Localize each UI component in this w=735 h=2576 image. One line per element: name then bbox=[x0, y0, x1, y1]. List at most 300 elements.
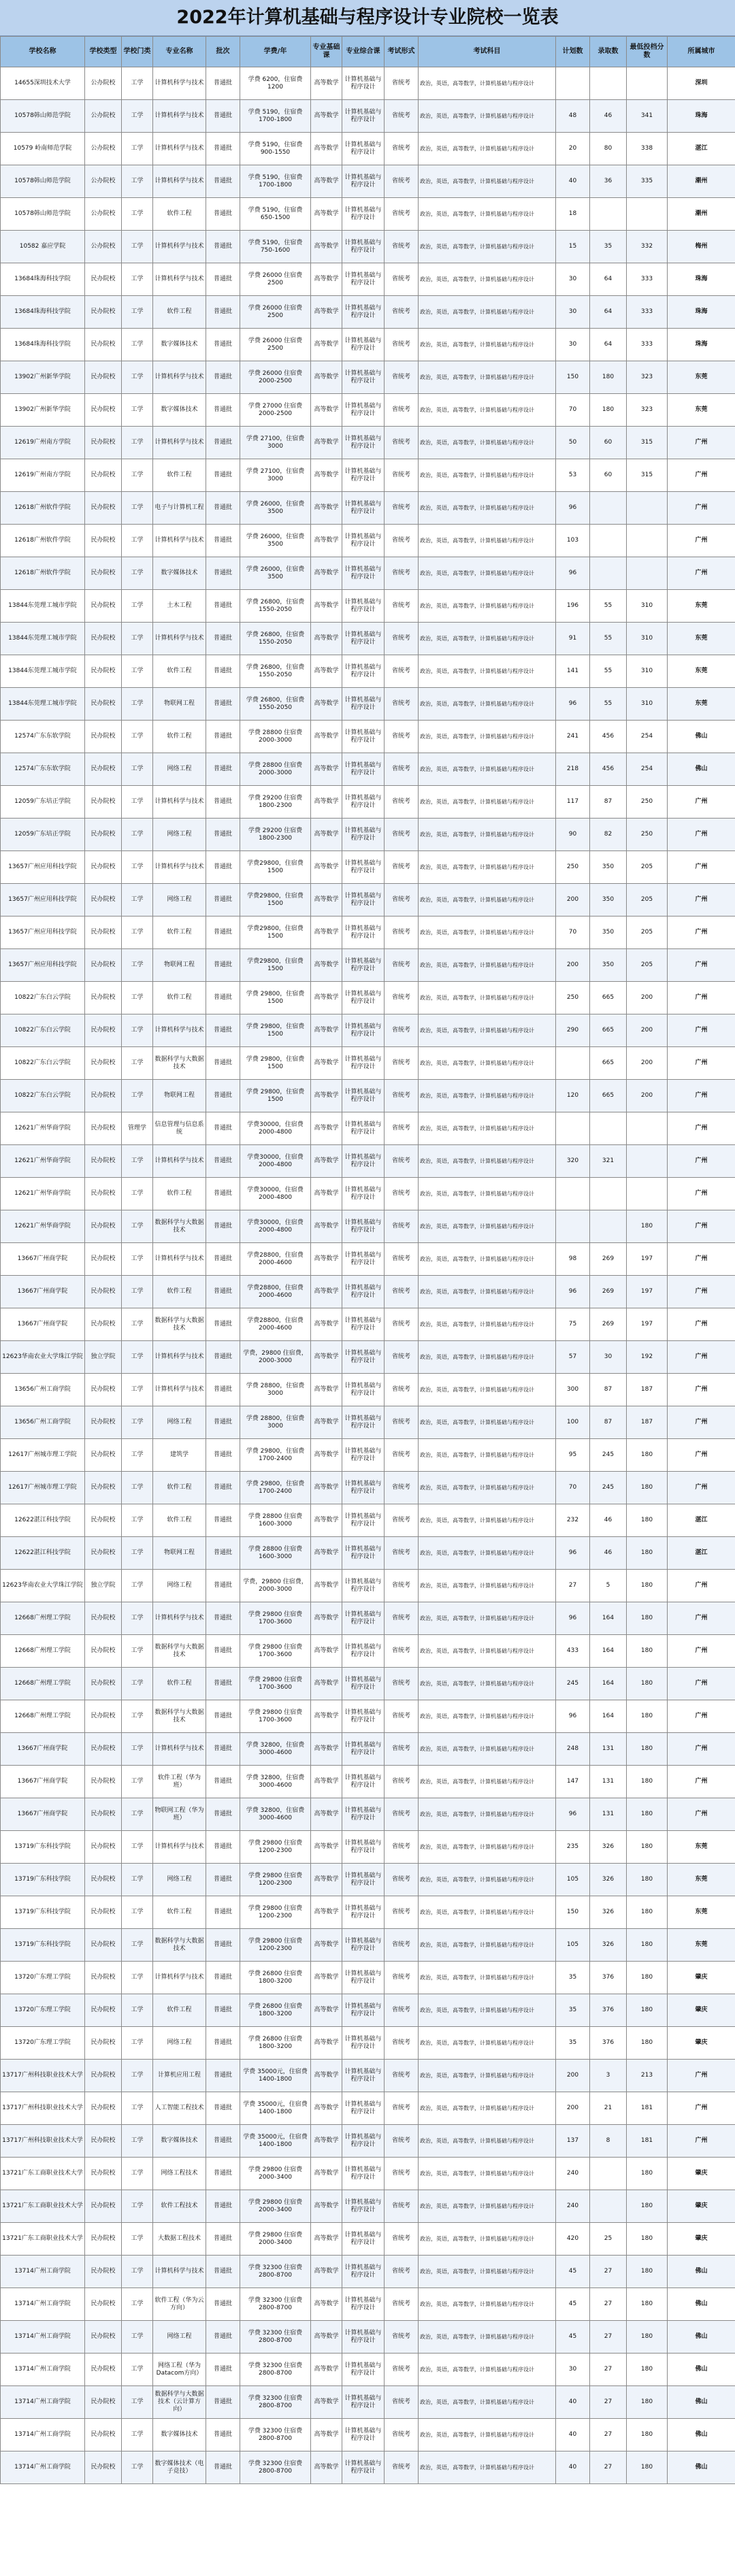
city-cell: 潮州 bbox=[668, 198, 735, 231]
min-score-cell: 333 bbox=[627, 329, 668, 361]
major-cell: 计算机科学与技术 bbox=[153, 263, 206, 296]
basic-course-cell: 高等数学 bbox=[311, 2321, 342, 2354]
tuition-cell: 学费 29800，住宿费 1500 bbox=[240, 982, 311, 1014]
plan-count-cell: 45 bbox=[556, 2321, 590, 2354]
col-basic-course: 专业基础课 bbox=[311, 37, 342, 67]
discipline-cell: 工学 bbox=[122, 1831, 153, 1864]
city-cell: 东莞 bbox=[668, 1864, 735, 1896]
min-score-cell: 180 bbox=[627, 2027, 668, 2060]
exam-subjects-cell: 政治，英语，高等数学，计算机基础与程序设计 bbox=[419, 1602, 556, 1635]
comprehensive-course-cell: 计算机基础与程序设计 bbox=[342, 100, 385, 133]
table-row bbox=[1, 1472, 735, 1504]
plan-count-cell: 300 bbox=[556, 1374, 590, 1406]
school-type-cell: 民办院校 bbox=[85, 1635, 122, 1668]
basic-course-cell: 高等数学 bbox=[311, 982, 342, 1014]
batch-cell: 普通批 bbox=[206, 1341, 240, 1374]
admitted-count-cell: 269 bbox=[590, 1276, 627, 1308]
plan-count-cell: 150 bbox=[556, 361, 590, 394]
exam-form-cell: 省统考 bbox=[385, 1210, 419, 1243]
exam-form-cell: 省统考 bbox=[385, 1145, 419, 1178]
major-cell: 网络工程（华为Datacom方向） bbox=[153, 2354, 206, 2386]
table-row bbox=[1, 67, 735, 100]
school-name-cell: 13684珠海科技学院 bbox=[1, 329, 85, 361]
min-score-cell: 315 bbox=[627, 459, 668, 492]
plan-count-cell: 15 bbox=[556, 231, 590, 263]
comprehensive-course-cell: 计算机基础与程序设计 bbox=[342, 917, 385, 949]
admitted-count-cell: 350 bbox=[590, 917, 627, 949]
batch-cell: 普通批 bbox=[206, 2451, 240, 2484]
comprehensive-course-cell: 计算机基础与程序设计 bbox=[342, 1178, 385, 1210]
table-body bbox=[1, 67, 735, 2484]
batch-cell: 普通批 bbox=[206, 2092, 240, 2125]
batch-cell: 普通批 bbox=[206, 655, 240, 688]
batch-cell: 普通批 bbox=[206, 1472, 240, 1504]
comprehensive-course-cell: 计算机基础与程序设计 bbox=[342, 2354, 385, 2386]
batch-cell: 普通批 bbox=[206, 917, 240, 949]
table-row bbox=[1, 1243, 735, 1276]
exam-subjects-cell: 政治，英语，高等数学，计算机基础与程序设计 bbox=[419, 67, 556, 100]
basic-course-cell: 高等数学 bbox=[311, 2190, 342, 2223]
batch-cell: 普通批 bbox=[206, 231, 240, 263]
admitted-count-cell: 27 bbox=[590, 2256, 627, 2288]
school-name-cell: 10578韩山师范学院 bbox=[1, 165, 85, 198]
plan-count-cell: 45 bbox=[556, 2256, 590, 2288]
plan-count-cell: 30 bbox=[556, 2354, 590, 2386]
min-score-cell: 180 bbox=[627, 2158, 668, 2190]
min-score-cell: 180 bbox=[627, 1472, 668, 1504]
major-cell: 软件工程（华为班） bbox=[153, 1766, 206, 1798]
comprehensive-course-cell: 计算机基础与程序设计 bbox=[342, 492, 385, 525]
discipline-cell: 工学 bbox=[122, 949, 153, 982]
batch-cell: 普通批 bbox=[206, 100, 240, 133]
exam-form-cell: 省统考 bbox=[385, 557, 419, 590]
exam-form-cell: 省统考 bbox=[385, 1700, 419, 1733]
exam-form-cell: 省统考 bbox=[385, 296, 419, 329]
discipline-cell: 工学 bbox=[122, 427, 153, 459]
major-cell: 计算机科学与技术 bbox=[153, 1733, 206, 1766]
tuition-cell: 学费30000，住宿费2000-4800 bbox=[240, 1210, 311, 1243]
tuition-cell: 学费 5190，住宿费 1700-1800 bbox=[240, 100, 311, 133]
school-name-cell: 12622湛江科技学院 bbox=[1, 1504, 85, 1537]
city-cell: 东莞 bbox=[668, 1831, 735, 1864]
school-type-cell: 公办院校 bbox=[85, 133, 122, 165]
batch-cell: 普通批 bbox=[206, 1929, 240, 1962]
exam-subjects-cell: 政治，英语，高等数学，计算机基础与程序设计 bbox=[419, 557, 556, 590]
city-cell: 广州 bbox=[668, 884, 735, 917]
city-cell: 广州 bbox=[668, 786, 735, 819]
table-row bbox=[1, 2158, 735, 2190]
city-cell: 广州 bbox=[668, 1047, 735, 1080]
tuition-cell: 学费 26800 住宿费 1800-3200 bbox=[240, 1962, 311, 1994]
exam-subjects-cell: 政治，英语，高等数学，计算机基础与程序设计 bbox=[419, 1668, 556, 1700]
batch-cell: 普通批 bbox=[206, 165, 240, 198]
tuition-cell: 学费29800，住宿费1500 bbox=[240, 949, 311, 982]
school-name-cell: 13902广州新华学院 bbox=[1, 361, 85, 394]
batch-cell: 普通批 bbox=[206, 2386, 240, 2419]
school-name-cell: 12574广东东软学院 bbox=[1, 753, 85, 786]
admitted-count-cell: 27 bbox=[590, 2321, 627, 2354]
basic-course-cell: 高等数学 bbox=[311, 721, 342, 753]
school-name-cell: 12618广州软件学院 bbox=[1, 557, 85, 590]
tuition-cell: 学费 29800 住宿费 1200-2300 bbox=[240, 1831, 311, 1864]
major-cell: 数字媒体技术 bbox=[153, 329, 206, 361]
tuition-cell: 学费 32300 住宿费 2800-8700 bbox=[240, 2451, 311, 2484]
admitted-count-cell bbox=[590, 198, 627, 231]
city-cell: 东莞 bbox=[668, 361, 735, 394]
batch-cell: 普通批 bbox=[206, 2027, 240, 2060]
comprehensive-course-cell: 计算机基础与程序设计 bbox=[342, 1537, 385, 1570]
table-row bbox=[1, 231, 735, 263]
plan-count-cell: 433 bbox=[556, 1635, 590, 1668]
exam-form-cell: 省统考 bbox=[385, 1668, 419, 1700]
major-cell: 建筑学 bbox=[153, 1439, 206, 1472]
comprehensive-course-cell: 计算机基础与程序设计 bbox=[342, 198, 385, 231]
comprehensive-course-cell: 计算机基础与程序设计 bbox=[342, 655, 385, 688]
city-cell: 珠海 bbox=[668, 263, 735, 296]
school-type-cell: 民办院校 bbox=[85, 1831, 122, 1864]
batch-cell: 普通批 bbox=[206, 851, 240, 884]
batch-cell: 普通批 bbox=[206, 492, 240, 525]
school-name-cell: 13714广州工商学院 bbox=[1, 2288, 85, 2321]
comprehensive-course-cell: 计算机基础与程序设计 bbox=[342, 949, 385, 982]
min-score-cell: 180 bbox=[627, 2223, 668, 2256]
school-name-cell: 13717广州科技职业技术大学 bbox=[1, 2125, 85, 2158]
basic-course-cell: 高等数学 bbox=[311, 1145, 342, 1178]
school-type-cell: 民办院校 bbox=[85, 1668, 122, 1700]
min-score-cell: 192 bbox=[627, 1341, 668, 1374]
exam-subjects-cell: 政治，英语，高等数学，计算机基础与程序设计 bbox=[419, 1145, 556, 1178]
comprehensive-course-cell: 计算机基础与程序设计 bbox=[342, 2092, 385, 2125]
batch-cell: 普通批 bbox=[206, 1080, 240, 1112]
batch-cell: 普通批 bbox=[206, 1308, 240, 1341]
major-cell: 计算机科学与技术 bbox=[153, 1014, 206, 1047]
basic-course-cell: 高等数学 bbox=[311, 1962, 342, 1994]
min-score-cell: 180 bbox=[627, 1570, 668, 1602]
exam-subjects-cell: 政治，英语，高等数学，计算机基础与程序设计 bbox=[419, 1047, 556, 1080]
major-cell: 网络工程技术 bbox=[153, 2158, 206, 2190]
exam-subjects-cell: 政治，英语，高等数学，计算机基础与程序设计 bbox=[419, 231, 556, 263]
exam-form-cell: 省统考 bbox=[385, 2354, 419, 2386]
school-name-cell: 13720广东理工学院 bbox=[1, 2027, 85, 2060]
school-name-cell: 13721广东工商职业技术大学 bbox=[1, 2158, 85, 2190]
exam-form-cell: 省统考 bbox=[385, 786, 419, 819]
batch-cell: 普通批 bbox=[206, 2419, 240, 2451]
school-name-cell: 14655深圳技术大学 bbox=[1, 67, 85, 100]
basic-course-cell: 高等数学 bbox=[311, 2419, 342, 2451]
exam-subjects-cell: 政治，英语，高等数学，计算机基础与程序设计 bbox=[419, 949, 556, 982]
discipline-cell: 工学 bbox=[122, 884, 153, 917]
school-name-cell: 13844东莞理工城市学院 bbox=[1, 590, 85, 623]
table-row bbox=[1, 296, 735, 329]
exam-subjects-cell: 政治，英语，高等数学，计算机基础与程序设计 bbox=[419, 1537, 556, 1570]
min-score-cell: 180 bbox=[627, 1929, 668, 1962]
discipline-cell: 工学 bbox=[122, 1047, 153, 1080]
plan-count-cell: 141 bbox=[556, 655, 590, 688]
basic-course-cell: 高等数学 bbox=[311, 1831, 342, 1864]
exam-form-cell: 省统考 bbox=[385, 1472, 419, 1504]
min-score-cell: 323 bbox=[627, 361, 668, 394]
min-score-cell bbox=[627, 557, 668, 590]
comprehensive-course-cell: 计算机基础与程序设计 bbox=[342, 1047, 385, 1080]
admitted-count-cell: 25 bbox=[590, 2223, 627, 2256]
min-score-cell: 180 bbox=[627, 1602, 668, 1635]
major-cell: 软件工程 bbox=[153, 1472, 206, 1504]
batch-cell: 普通批 bbox=[206, 1504, 240, 1537]
school-type-cell: 民办院校 bbox=[85, 786, 122, 819]
city-cell: 珠海 bbox=[668, 329, 735, 361]
comprehensive-course-cell: 计算机基础与程序设计 bbox=[342, 982, 385, 1014]
basic-course-cell: 高等数学 bbox=[311, 1766, 342, 1798]
table-row bbox=[1, 1864, 735, 1896]
city-cell: 佛山 bbox=[668, 721, 735, 753]
major-cell: 计算机科学与技术 bbox=[153, 165, 206, 198]
comprehensive-course-cell: 计算机基础与程序设计 bbox=[342, 1962, 385, 1994]
comprehensive-course-cell: 计算机基础与程序设计 bbox=[342, 394, 385, 427]
admitted-count-cell: 55 bbox=[590, 655, 627, 688]
schools-table bbox=[0, 36, 735, 2484]
city-cell: 佛山 bbox=[668, 2386, 735, 2419]
col-school-type: 学校类型 bbox=[85, 37, 122, 67]
exam-form-cell: 省统考 bbox=[385, 2256, 419, 2288]
discipline-cell: 工学 bbox=[122, 786, 153, 819]
plan-count-cell: 137 bbox=[556, 2125, 590, 2158]
exam-subjects-cell: 政治，英语，高等数学，计算机基础与程序设计 bbox=[419, 1406, 556, 1439]
discipline-cell: 工学 bbox=[122, 198, 153, 231]
col-comprehensive-course: 专业综合课 bbox=[342, 37, 385, 67]
col-discipline: 学校门类 bbox=[122, 37, 153, 67]
school-type-cell: 公办院校 bbox=[85, 165, 122, 198]
comprehensive-course-cell: 计算机基础与程序设计 bbox=[342, 1472, 385, 1504]
tuition-cell: 学费 32300 住宿费 2800-8700 bbox=[240, 2419, 311, 2451]
city-cell: 肇庆 bbox=[668, 1994, 735, 2027]
admitted-count-cell: 3 bbox=[590, 2060, 627, 2092]
major-cell: 计算机科学与技术 bbox=[153, 100, 206, 133]
tuition-cell: 学费 29800 住宿费 1200-2300 bbox=[240, 1929, 311, 1962]
exam-form-cell: 省统考 bbox=[385, 1374, 419, 1406]
plan-count-cell: 95 bbox=[556, 1439, 590, 1472]
comprehensive-course-cell: 计算机基础与程序设计 bbox=[342, 1635, 385, 1668]
school-type-cell: 民办院校 bbox=[85, 2256, 122, 2288]
plan-count-cell: 27 bbox=[556, 1570, 590, 1602]
min-score-cell: 205 bbox=[627, 949, 668, 982]
comprehensive-course-cell: 计算机基础与程序设计 bbox=[342, 296, 385, 329]
exam-form-cell: 省统考 bbox=[385, 1896, 419, 1929]
discipline-cell: 工学 bbox=[122, 2288, 153, 2321]
exam-form-cell: 省统考 bbox=[385, 2158, 419, 2190]
school-type-cell: 民办院校 bbox=[85, 2386, 122, 2419]
exam-subjects-cell: 政治，英语，高等数学，计算机基础与程序设计 bbox=[419, 2288, 556, 2321]
city-cell: 广州 bbox=[668, 427, 735, 459]
tuition-cell: 学费 26800，住宿费 1550-2050 bbox=[240, 623, 311, 655]
table-row bbox=[1, 786, 735, 819]
admitted-count-cell: 64 bbox=[590, 329, 627, 361]
plan-count-cell: 30 bbox=[556, 296, 590, 329]
discipline-cell: 工学 bbox=[122, 1210, 153, 1243]
plan-count-cell: 75 bbox=[556, 1308, 590, 1341]
school-name-cell: 12668广州理工学院 bbox=[1, 1602, 85, 1635]
discipline-cell: 工学 bbox=[122, 394, 153, 427]
basic-course-cell: 高等数学 bbox=[311, 884, 342, 917]
tuition-cell: 学费 35000元，住宿费 1400-1800 bbox=[240, 2060, 311, 2092]
exam-subjects-cell: 政治，英语，高等数学，计算机基础与程序设计 bbox=[419, 819, 556, 851]
admitted-count-cell bbox=[590, 2158, 627, 2190]
comprehensive-course-cell: 计算机基础与程序设计 bbox=[342, 851, 385, 884]
city-cell: 广州 bbox=[668, 1766, 735, 1798]
tuition-cell: 学费 29800 住宿费 1200-2300 bbox=[240, 1864, 311, 1896]
exam-form-cell: 省统考 bbox=[385, 492, 419, 525]
school-name-cell: 13714广州工商学院 bbox=[1, 2354, 85, 2386]
school-type-cell: 公办院校 bbox=[85, 100, 122, 133]
school-name-cell: 10822广东白云学院 bbox=[1, 1080, 85, 1112]
comprehensive-course-cell: 计算机基础与程序设计 bbox=[342, 2451, 385, 2484]
plan-count-cell: 196 bbox=[556, 590, 590, 623]
exam-form-cell: 省统考 bbox=[385, 1864, 419, 1896]
school-name-cell: 13667广州商学院 bbox=[1, 1243, 85, 1276]
batch-cell: 普通批 bbox=[206, 688, 240, 721]
table-row bbox=[1, 361, 735, 394]
basic-course-cell: 高等数学 bbox=[311, 1700, 342, 1733]
batch-cell: 普通批 bbox=[206, 67, 240, 100]
admitted-count-cell bbox=[590, 492, 627, 525]
plan-count-cell: 200 bbox=[556, 2092, 590, 2125]
plan-count-cell: 91 bbox=[556, 623, 590, 655]
discipline-cell: 工学 bbox=[122, 67, 153, 100]
city-cell: 广州 bbox=[668, 1570, 735, 1602]
city-cell: 湛江 bbox=[668, 1537, 735, 1570]
min-score-cell: 323 bbox=[627, 394, 668, 427]
school-name-cell: 12059广东培正学院 bbox=[1, 819, 85, 851]
major-cell: 网络工程 bbox=[153, 819, 206, 851]
school-type-cell: 民办院校 bbox=[85, 1602, 122, 1635]
school-name-cell: 13844东莞理工城市学院 bbox=[1, 623, 85, 655]
admitted-count-cell: 55 bbox=[590, 623, 627, 655]
basic-course-cell: 高等数学 bbox=[311, 1798, 342, 1831]
admitted-count-cell: 665 bbox=[590, 982, 627, 1014]
tuition-cell: 学费28800，住宿费2000-4600 bbox=[240, 1243, 311, 1276]
comprehensive-course-cell: 计算机基础与程序设计 bbox=[342, 688, 385, 721]
comprehensive-course-cell: 计算机基础与程序设计 bbox=[342, 1504, 385, 1537]
exam-subjects-cell: 政治，英语，高等数学，计算机基础与程序设计 bbox=[419, 361, 556, 394]
school-type-cell: 民办院校 bbox=[85, 655, 122, 688]
min-score-cell: 213 bbox=[627, 2060, 668, 2092]
admitted-count-cell: 326 bbox=[590, 1929, 627, 1962]
plan-count-cell: 241 bbox=[556, 721, 590, 753]
exam-form-cell: 省统考 bbox=[385, 721, 419, 753]
admitted-count-cell: 46 bbox=[590, 1504, 627, 1537]
discipline-cell: 工学 bbox=[122, 133, 153, 165]
discipline-cell: 工学 bbox=[122, 1308, 153, 1341]
basic-course-cell: 高等数学 bbox=[311, 1047, 342, 1080]
plan-count-cell: 35 bbox=[556, 2027, 590, 2060]
tuition-cell: 学费 26800，住宿费 1550-2050 bbox=[240, 655, 311, 688]
school-name-cell: 13684珠海科技学院 bbox=[1, 263, 85, 296]
batch-cell: 普通批 bbox=[206, 1733, 240, 1766]
school-type-cell: 民办院校 bbox=[85, 1896, 122, 1929]
school-type-cell: 民办院校 bbox=[85, 1178, 122, 1210]
basic-course-cell: 高等数学 bbox=[311, 133, 342, 165]
comprehensive-course-cell: 计算机基础与程序设计 bbox=[342, 427, 385, 459]
exam-subjects-cell: 政治，英语，高等数学，计算机基础与程序设计 bbox=[419, 851, 556, 884]
batch-cell: 普通批 bbox=[206, 982, 240, 1014]
batch-cell: 普通批 bbox=[206, 721, 240, 753]
city-cell: 东莞 bbox=[668, 590, 735, 623]
city-cell: 深圳 bbox=[668, 67, 735, 100]
major-cell: 物联网工程（华为班） bbox=[153, 1798, 206, 1831]
school-type-cell: 民办院校 bbox=[85, 1766, 122, 1798]
school-type-cell: 民办院校 bbox=[85, 394, 122, 427]
min-score-cell: 180 bbox=[627, 1537, 668, 1570]
exam-subjects-cell: 政治，英语，高等数学，计算机基础与程序设计 bbox=[419, 263, 556, 296]
plan-count-cell: 200 bbox=[556, 2060, 590, 2092]
tuition-cell: 学费 29800，住宿费 1500 bbox=[240, 1047, 311, 1080]
major-cell: 计算机科学与技术 bbox=[153, 231, 206, 263]
plan-count-cell: 150 bbox=[556, 1896, 590, 1929]
major-cell: 软件工程 bbox=[153, 296, 206, 329]
batch-cell: 普通批 bbox=[206, 1439, 240, 1472]
min-score-cell: 180 bbox=[627, 1962, 668, 1994]
tuition-cell: 学费 29800 住宿费 1700-3600 bbox=[240, 1602, 311, 1635]
table-row bbox=[1, 1798, 735, 1831]
table-row bbox=[1, 1080, 735, 1112]
school-type-cell: 公办院校 bbox=[85, 67, 122, 100]
city-cell: 广州 bbox=[668, 492, 735, 525]
min-score-cell: 335 bbox=[627, 165, 668, 198]
school-type-cell: 民办院校 bbox=[85, 1047, 122, 1080]
admitted-count-cell: 21 bbox=[590, 2092, 627, 2125]
basic-course-cell: 高等数学 bbox=[311, 2092, 342, 2125]
exam-subjects-cell: 政治，英语，高等数学，计算机基础与程序设计 bbox=[419, 1112, 556, 1145]
comprehensive-course-cell: 计算机基础与程序设计 bbox=[342, 1570, 385, 1602]
city-cell: 广州 bbox=[668, 1178, 735, 1210]
col-batch: 批次 bbox=[206, 37, 240, 67]
batch-cell: 普通批 bbox=[206, 623, 240, 655]
city-cell: 佛山 bbox=[668, 2256, 735, 2288]
major-cell: 软件工程 bbox=[153, 1668, 206, 1700]
major-cell: 软件工程 bbox=[153, 982, 206, 1014]
school-type-cell: 民办院校 bbox=[85, 557, 122, 590]
school-type-cell: 民办院校 bbox=[85, 1308, 122, 1341]
exam-subjects-cell: 政治，英语，高等数学，计算机基础与程序设计 bbox=[419, 459, 556, 492]
discipline-cell: 工学 bbox=[122, 1602, 153, 1635]
exam-subjects-cell: 政治，英语，高等数学，计算机基础与程序设计 bbox=[419, 1341, 556, 1374]
plan-count-cell bbox=[556, 1047, 590, 1080]
table-row bbox=[1, 1406, 735, 1439]
batch-cell: 普通批 bbox=[206, 2158, 240, 2190]
major-cell: 网络工程 bbox=[153, 2321, 206, 2354]
plan-count-cell: 40 bbox=[556, 2419, 590, 2451]
school-type-cell: 民办院校 bbox=[85, 2092, 122, 2125]
batch-cell: 普通批 bbox=[206, 1896, 240, 1929]
batch-cell: 普通批 bbox=[206, 1537, 240, 1570]
exam-subjects-cell: 政治，英语，高等数学，计算机基础与程序设计 bbox=[419, 165, 556, 198]
table-row bbox=[1, 688, 735, 721]
school-name-cell: 13721广东工商职业技术大学 bbox=[1, 2190, 85, 2223]
basic-course-cell: 高等数学 bbox=[311, 2158, 342, 2190]
basic-course-cell: 高等数学 bbox=[311, 100, 342, 133]
discipline-cell: 工学 bbox=[122, 1896, 153, 1929]
basic-course-cell: 高等数学 bbox=[311, 2386, 342, 2419]
admitted-count-cell: 87 bbox=[590, 786, 627, 819]
school-name-cell: 13717广州科技职业技术大学 bbox=[1, 2060, 85, 2092]
min-score-cell: 197 bbox=[627, 1276, 668, 1308]
admitted-count-cell: 456 bbox=[590, 721, 627, 753]
tuition-cell: 学费 26800，住宿费 1550-2050 bbox=[240, 688, 311, 721]
plan-count-cell: 57 bbox=[556, 1341, 590, 1374]
basic-course-cell: 高等数学 bbox=[311, 1210, 342, 1243]
table-row bbox=[1, 1210, 735, 1243]
batch-cell: 普通批 bbox=[206, 1962, 240, 1994]
major-cell: 物联网工程 bbox=[153, 1080, 206, 1112]
